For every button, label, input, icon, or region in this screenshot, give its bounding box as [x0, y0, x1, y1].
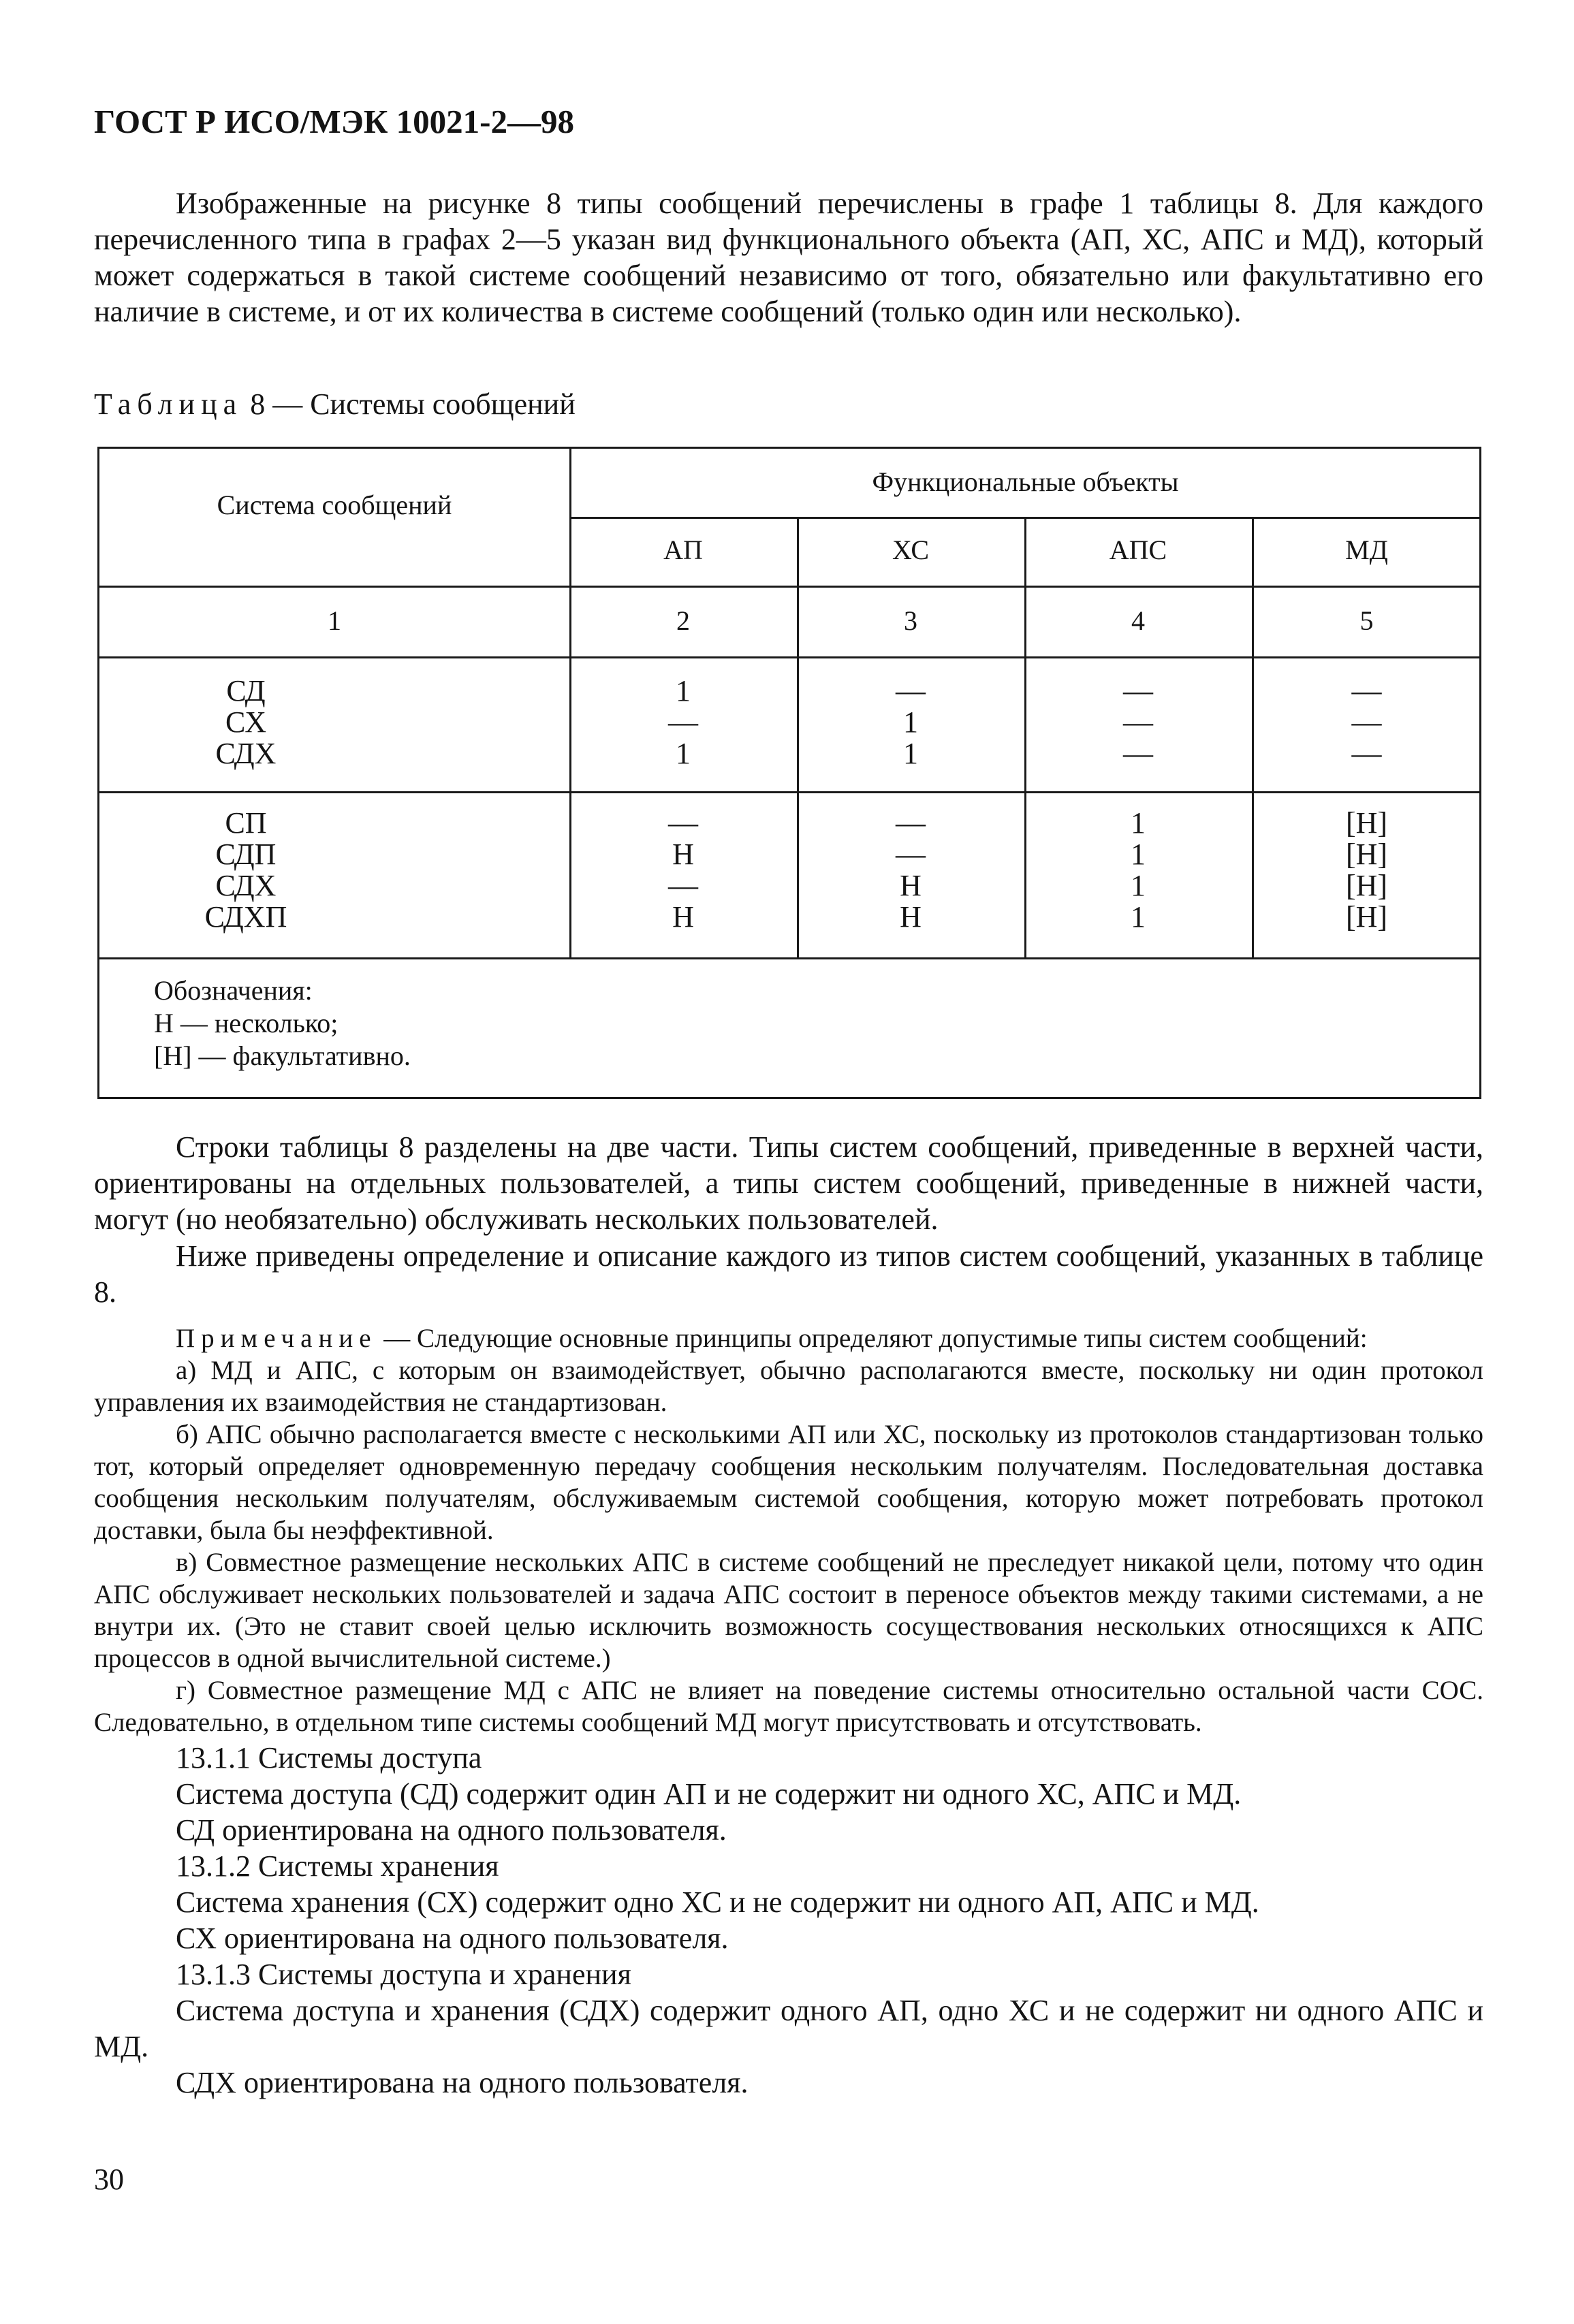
note-item-a — [94, 1354, 1483, 1418]
group2-xs — [797, 808, 1024, 933]
note-item-c — [94, 1546, 1483, 1674]
table-cell: СП — [225, 806, 267, 840]
group2-aps — [1024, 808, 1252, 933]
section-text: СД ориентирована на одного пользователя. — [176, 1813, 727, 1847]
table-rule — [99, 957, 1481, 959]
note-lead-text: — Следующие основные принципы определяют допустимые типы систем сообщений: — [377, 1324, 1368, 1353]
page-number: 30 — [94, 2163, 124, 2196]
table-caption-label: Таблица — [94, 387, 243, 421]
below-paragraph — [94, 1238, 1483, 1310]
header-functional-objects: Функциональные объекты — [872, 466, 1179, 497]
table-cell: — — [896, 806, 926, 840]
table-cell: 1 — [676, 737, 691, 770]
section-title-text: 13.1.3 Системы доступа и хранения — [176, 1958, 631, 1991]
table-cell: — — [668, 705, 698, 739]
legend-item: [Н] — факультативно. — [154, 1040, 411, 1071]
table-rule — [99, 791, 1481, 793]
group2-md — [1252, 808, 1481, 933]
sections — [94, 1740, 1483, 2101]
table-cell: 1 — [1131, 900, 1146, 934]
table-cell: [Н] — [1345, 806, 1388, 840]
note-text: в) Совместное размещение нескольких АПС в системе сообщений не преследует никакой цели, потому что один АПС обслуживает нескольких пользователей и задача АПС состоит в переносе объектов между такими системами, а не внутри их. (Это не ставит своей целью исключить возможность сосуществования нескольких относящихся к АПС процессов в одной вычислительной системе.) — [94, 1548, 1483, 1673]
table-cell: СДХП — [204, 900, 287, 934]
section-text: СХ ориентирована на одного пользователя. — [176, 1922, 729, 1955]
table-cell: Н — [900, 869, 922, 902]
table-cell: — — [896, 838, 926, 871]
header-system: Система сообщений — [217, 490, 452, 520]
section-paragraph — [94, 2065, 1483, 2101]
note-text: а) МД и АПС, с которым он взаимодействует, обычно располагаются вместе, поскольку ни один протокол управления их взаимодействия не стандартизован. — [94, 1356, 1483, 1417]
header-aps: АПС — [1109, 535, 1167, 565]
section-paragraph — [94, 1920, 1483, 1956]
table-cell: 1 — [1131, 838, 1146, 871]
table-cell: — — [1351, 674, 1382, 707]
section-title — [94, 1848, 1483, 1884]
table-cell: — — [1123, 674, 1153, 707]
table-cell: — — [1123, 737, 1153, 770]
group1-systems — [188, 675, 304, 769]
table-cell: 1 — [903, 705, 918, 739]
table-cell: — — [896, 674, 926, 707]
table-cell: СД — [226, 674, 266, 707]
table-cell: [Н] — [1345, 869, 1388, 902]
table-cell: Н — [672, 838, 694, 871]
header-xs: ХС — [892, 535, 930, 565]
legend-title: Обозначения: — [154, 975, 313, 1006]
col-number: 4 — [1131, 605, 1145, 636]
group1-xs — [797, 675, 1024, 769]
table-cell: — — [1123, 705, 1153, 739]
section-title — [94, 1740, 1483, 1776]
legend-item: Н — несколько; — [154, 1008, 339, 1038]
table-rule — [99, 656, 1481, 658]
col-number: 1 — [328, 605, 341, 636]
section-title — [94, 1956, 1483, 1992]
intro-text: Изображенные на рисунке 8 типы сообщений перечислены в графе 1 таблицы 8. Для каждого перечисленного типа в графах 2—5 указан вид функционального объекта (АП, ХС, АПС и МД), который может содержаться в такой системе сообщений независимо от того, обязательно или факультативно его наличие в системе, и от их количества в системе сообщений (только один или несколько). — [94, 187, 1483, 328]
table-cell: 1 — [903, 737, 918, 770]
note-item-d — [94, 1674, 1483, 1738]
table-cell: — — [1351, 705, 1382, 739]
table-cell: — — [668, 806, 698, 840]
table-caption — [94, 387, 576, 421]
section-text: Система доступа и хранения (СДХ) содержит одного АП, одно ХС и не содержит ни одного АПС и МД. — [94, 1994, 1483, 2063]
below-text: Ниже приведены определение и описание каждого из типов систем сообщений, указанных в таблице 8. — [94, 1239, 1483, 1309]
table-cell: Н — [672, 900, 694, 934]
table-cell: СХ — [225, 705, 266, 739]
section-title-text: 13.1.1 Системы доступа — [176, 1741, 482, 1774]
rows-paragraph — [94, 1129, 1483, 1237]
note-label: Примечание — [176, 1324, 377, 1353]
table-caption-title: 8 — Системы сообщений — [242, 387, 576, 421]
rows-text: Строки таблицы 8 разделены на две части. Типы систем сообщений, приведенные в верхней части, ориентированы на отдельных пользователей, а типы систем сообщений, приведенные в нижней части, могут (но необязательно) обслуживать нескольких пользователей. — [94, 1130, 1483, 1236]
section-title-text: 13.1.2 Системы хранения — [176, 1849, 499, 1883]
group1-md — [1252, 675, 1481, 769]
table-cell: 1 — [1131, 806, 1146, 840]
table-cell: СДП — [215, 838, 277, 871]
section-paragraph — [94, 1812, 1483, 1848]
note-block — [94, 1322, 1483, 1738]
section-text: СДХ ориентирована на одного пользователя. — [176, 2066, 749, 2099]
table-cell: — — [668, 869, 698, 902]
section-paragraph — [94, 1884, 1483, 1920]
table-cell: СДХ — [215, 737, 277, 770]
table-cell: СДХ — [215, 869, 277, 902]
table-legend — [154, 974, 411, 1072]
note-text: г) Совместное размещение МД с АПС не влияет на поведение системы относительно остальной части СОС. Следовательно, в отдельном типе системы сообщений МД могут присутствовать и отсутствовать. — [94, 1676, 1483, 1737]
header-ap: АП — [663, 535, 703, 565]
group1-aps — [1024, 675, 1252, 769]
table-cell: — — [1351, 737, 1382, 770]
section-paragraph — [94, 1992, 1483, 2065]
group2-systems — [188, 808, 304, 933]
col-number: 2 — [676, 605, 690, 636]
table-cell: 1 — [676, 674, 691, 707]
section-text: Система хранения (СХ) содержит одно ХС и не содержит ни одного АП, АПС и МД. — [176, 1885, 1259, 1919]
section-paragraph — [94, 1776, 1483, 1812]
header-md: МД — [1345, 535, 1388, 565]
col-number: 5 — [1359, 605, 1374, 636]
note-text: б) АПС обычно располагается вместе с несколькими АП или ХС, поскольку из протоколов стандартизован только тот, который определяет одновременную передачу сообщения нескольким получателям. Последовательная доставка сообщения нескольким получателям, обслуживаемым системой сообщения, которую может потребовать протокол доставки, была бы неэффективной. — [94, 1420, 1483, 1545]
table-cell: Н — [900, 900, 922, 934]
table-cell: [Н] — [1345, 900, 1388, 934]
note-item-b — [94, 1418, 1483, 1546]
col-number: 3 — [904, 605, 917, 636]
group1-ap — [569, 675, 797, 769]
document-header: ГОСТ Р ИСО/МЭК 10021-2—98 — [94, 103, 574, 140]
section-text: Система доступа (СД) содержит один АП и не содержит ни одного ХС, АПС и МД. — [176, 1777, 1242, 1811]
intro-paragraph — [94, 185, 1483, 330]
systems-table — [97, 447, 1481, 1099]
note-lead — [94, 1322, 1483, 1354]
table-cell: 1 — [1131, 869, 1146, 902]
group2-ap — [569, 808, 797, 933]
table-cell: [Н] — [1345, 838, 1388, 871]
table-rule — [99, 586, 1481, 588]
